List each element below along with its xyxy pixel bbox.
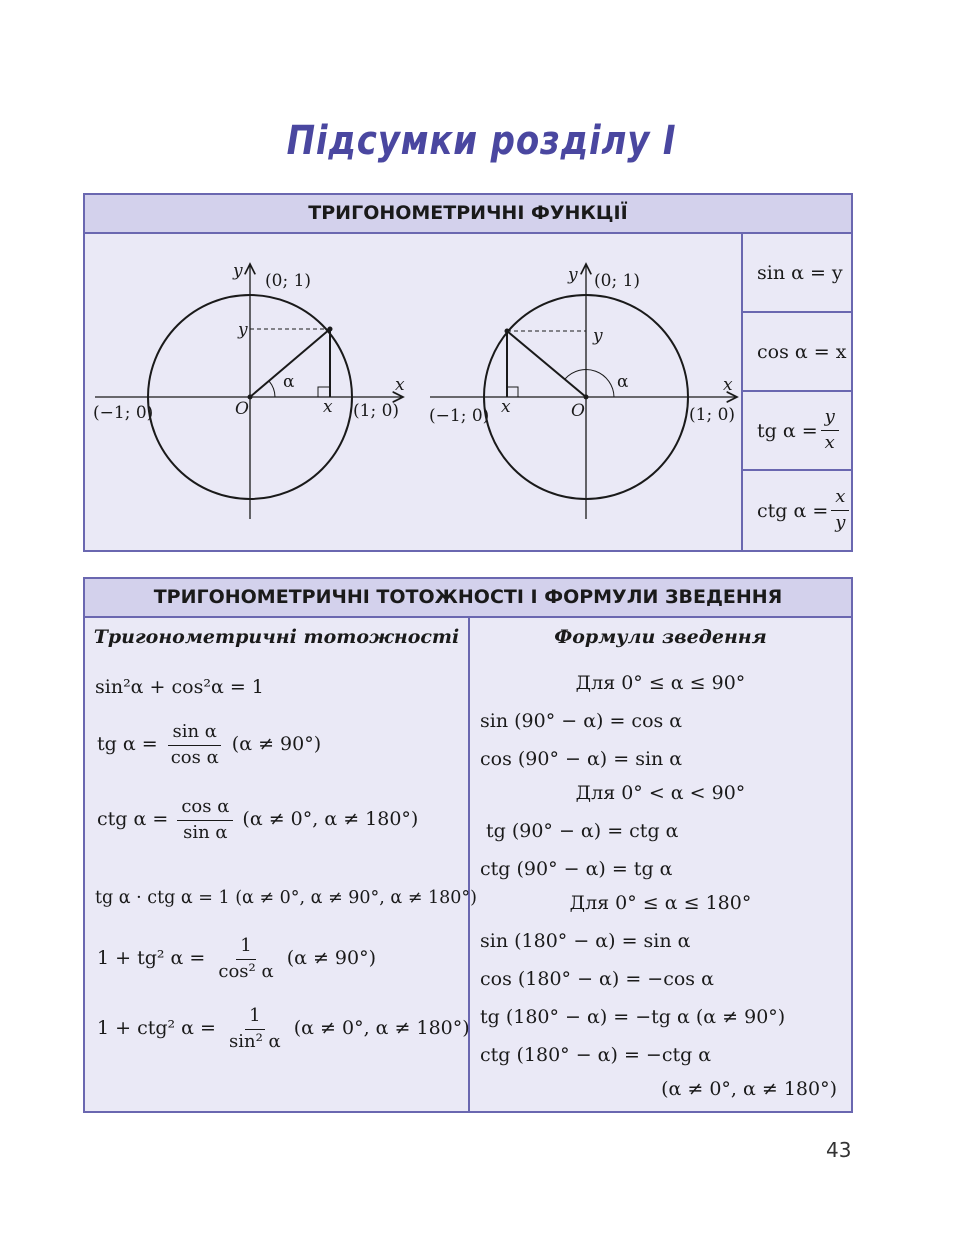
reduction-5: sin (180° − α) = sin α [480, 930, 691, 952]
identity-6-fraction [225, 1006, 285, 1052]
identity-3-den: sin α [183, 821, 228, 843]
identity-5-fraction [214, 936, 277, 982]
ctg-numerator: x [831, 487, 849, 511]
origin-label-1: O [235, 399, 249, 419]
y-axis-label-1: y [233, 261, 243, 281]
alpha-label-2: α [617, 372, 629, 392]
reduction-8-condition: (α ≠ 0°, α ≠ 180°) [661, 1078, 837, 1100]
sin-definition: sin α = y [743, 234, 853, 313]
ctg-denominator: y [835, 512, 846, 533]
unit-circle-diagrams [85, 234, 741, 550]
origin-label-2: O [571, 401, 585, 421]
reduction-title: Формули зведення [554, 626, 767, 648]
identity-3-num: cos α [177, 797, 233, 821]
page-number: 43 [826, 1138, 852, 1162]
reduction-6: cos (180° − α) = −cos α [480, 968, 714, 990]
identity-1: sin²α + cos²α = 1 [95, 676, 264, 698]
identity-2-condition: (α ≠ 90°) [231, 733, 322, 756]
reduction-3: tg (90° − α) = ctg α [486, 820, 679, 842]
point-left-2: (−1; 0) [429, 406, 490, 426]
identity-6-lhs: 1 + ctg² α = [97, 1017, 216, 1040]
reduction-heading-1: Для 0° ≤ α ≤ 90° [575, 672, 746, 694]
identities-title: Тригонометричні тотожності [93, 626, 460, 648]
identity-5-condition: (α ≠ 90°) [286, 947, 377, 970]
identity-2 [97, 722, 321, 768]
reduction-1: sin (90° − α) = cos α [480, 710, 683, 732]
point-top-1: (0; 1) [265, 271, 312, 291]
identity-6-num: 1 [245, 1006, 264, 1030]
point-left-1: (−1; 0) [93, 403, 154, 423]
tg-denominator: x [824, 432, 835, 453]
trig-functions-box [83, 193, 853, 552]
identity-2-num: sin α [168, 722, 220, 746]
alpha-label-1: α [283, 372, 295, 392]
identity-2-fraction [167, 722, 223, 768]
y-coord-label-2: y [593, 326, 603, 346]
page-title: Підсумки розділу І [286, 118, 677, 164]
point-right-1: (1; 0) [353, 401, 400, 421]
reduction-4: ctg (90° − α) = tg α [480, 858, 673, 880]
y-coord-label-1: y [238, 320, 248, 340]
trig-functions-header: ТРИГОНОМЕТРИЧНІ ФУНКЦІЇ [85, 195, 851, 234]
unit-circle-first-quadrant [93, 261, 405, 519]
ctg-fraction [831, 487, 849, 533]
identity-2-den: cos α [170, 746, 219, 768]
x-axis-label-1: x [395, 375, 405, 395]
definitions-column [741, 234, 853, 550]
point-top-2: (0; 1) [594, 271, 641, 291]
reduction-column [470, 618, 851, 1111]
x-coord-label-1: x [323, 397, 333, 417]
tg-fraction [821, 407, 839, 453]
identity-5-num: 1 [236, 936, 255, 960]
tg-lhs: tg α = [757, 419, 818, 442]
identity-5 [97, 936, 376, 982]
identity-6-condition: (α ≠ 0°, α ≠ 180°) [293, 1017, 470, 1040]
identity-3-condition: (α ≠ 0°, α ≠ 180°) [242, 808, 419, 831]
reduction-8: ctg (180° − α) = −ctg α [480, 1044, 712, 1066]
identity-6-den: sin² α [229, 1030, 281, 1052]
identity-3-lhs: ctg α = [97, 808, 169, 831]
identity-4: tg α · ctg α = 1 (α ≠ 0°, α ≠ 90°, α ≠ 180°) [95, 888, 477, 908]
identity-6 [97, 1006, 470, 1052]
tg-definition [743, 392, 853, 471]
x-coord-label-2: x [501, 397, 511, 417]
cos-definition: cos α = x [743, 313, 853, 392]
identity-3-fraction [177, 797, 233, 843]
identity-5-lhs: 1 + tg² α = [97, 947, 206, 970]
identity-5-den: cos² α [218, 960, 274, 982]
y-axis-label-2: y [568, 265, 578, 285]
identities-box [83, 577, 853, 1113]
identities-header: ТРИГОНОМЕТРИЧНІ ТОТОЖНОСТІ І ФОРМУЛИ ЗВЕДЕННЯ [85, 579, 851, 618]
tg-numerator: y [821, 407, 839, 431]
ctg-lhs: ctg α = [757, 499, 829, 522]
ctg-definition [743, 471, 853, 550]
point-right-2: (1; 0) [689, 405, 736, 425]
unit-circle-second-quadrant [429, 264, 737, 519]
reduction-heading-2: Для 0° < α < 90° [575, 782, 746, 804]
identity-2-lhs: tg α = [97, 733, 158, 756]
reduction-heading-3: Для 0° ≤ α ≤ 180° [569, 892, 752, 914]
reduction-7: tg (180° − α) = −tg α (α ≠ 90°) [480, 1006, 786, 1028]
reduction-2: cos (90° − α) = sin α [480, 748, 683, 770]
identity-3 [97, 797, 418, 843]
x-axis-label-2: x [723, 375, 733, 395]
identities-column [85, 618, 477, 1111]
